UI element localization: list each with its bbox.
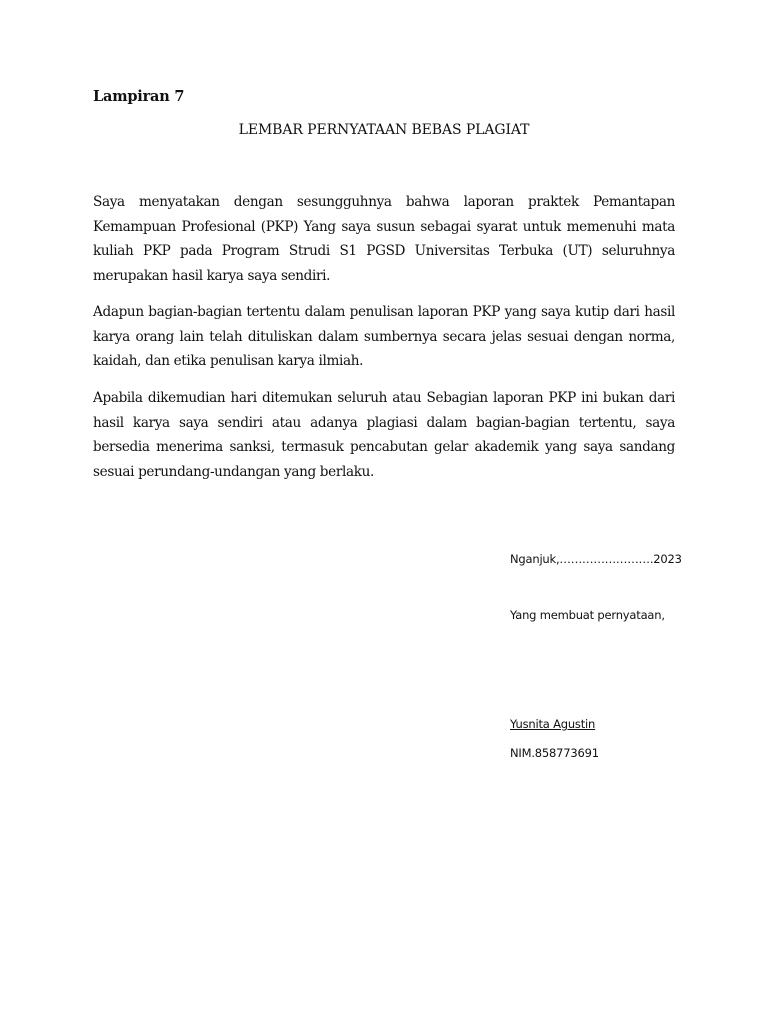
signature-role: Yang membuat pernyataan,: [510, 608, 665, 622]
signatory-nim: NIM.858773691: [510, 746, 599, 760]
statement-paragraph-1: Saya menyatakan dengan sesungguhnya bahwa laporan praktek Pemantapan Kemampuan Profesional (PKP) Yang saya susun sebagai syarat untuk memenuhi mata kuliah PKP pada Program Strudi S1 PGSD Universitas Terbuka (UT) seluruhnya merupakan hasil karya saya sendiri.: [93, 194, 675, 284]
document-title: LEMBAR PERNYATAAN BEBAS PLAGIAT: [238, 122, 530, 138]
statement-paragraph-3: Apabila dikemudian hari ditemukan seluruh atau Sebagian laporan PKP ini bukan dari hasil karya saya sendiri atau adanya plagiasi dalam bagian-bagian tertentu, saya bersedia menerima sanksi, termasuk pencabutan gelar akademik yang saya sandang sesuai perundang-undangan yang berlaku.: [93, 390, 675, 480]
signatory-name: Yusnita Agustin: [510, 717, 596, 731]
signature-place-date: Nganjuk,…………………….2023: [510, 552, 682, 566]
attachment-label: Lampiran 7: [93, 88, 185, 105]
statement-paragraph-2: Adapun bagian-bagian tertentu dalam penulisan laporan PKP yang saya kutip dari hasil karya orang lain telah dituliskan dalam sumbernya secara jelas sesuai dengan norma, kaidah, dan etika penulisan karya ilmiah.: [93, 304, 675, 369]
